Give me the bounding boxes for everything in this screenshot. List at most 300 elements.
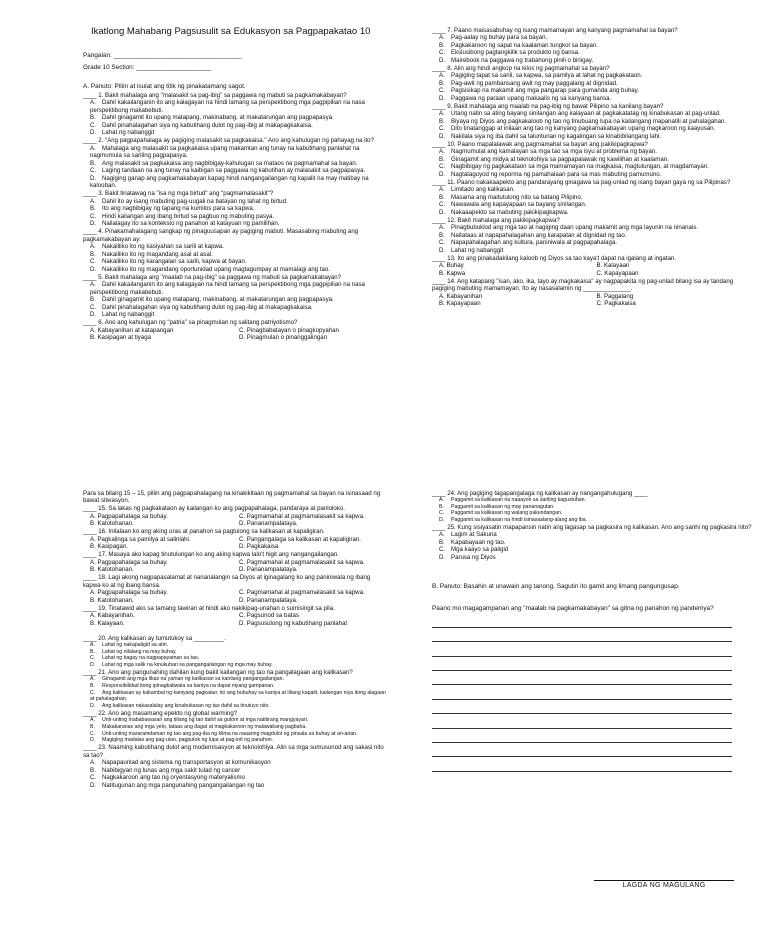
column-bottom-left (83, 489, 388, 789)
choice-text: Dahil ginagamit ito upang matapang, makinabang, at makatarungan ang pagpapasya. (102, 296, 334, 303)
answer-choice (83, 258, 388, 266)
choice-letter: A. (439, 110, 445, 117)
choice-text: Dahil kakailanganin ito ang kalagayan na hindi lamang sa perspektibong mga pagpipilian na nasa perspektibong makabebuti. (90, 99, 365, 114)
choice-letter: C. (439, 510, 445, 517)
answer-choice (432, 554, 754, 562)
choice-text: B. Kasipagan at tiyaga (90, 334, 151, 341)
spacer (83, 627, 388, 634)
answer-choice (83, 213, 388, 221)
name-field: Pangalan: ____________________________________ (83, 52, 242, 59)
choice-text: Masama ang maitutulong nito sa batang Pilipino. (451, 193, 583, 201)
answer-choice (83, 683, 388, 690)
choice-letter: A. (439, 34, 445, 41)
choice-text: Pagkakaroon ng sapat na kaalaman tungkol sa bayan. (451, 41, 599, 49)
choice-text: B. Kapwa (439, 269, 466, 277)
part-a-instruction: A. Panuto: Piliin at isulat ang titik ng pinakatamang sagot. (83, 83, 246, 90)
answer-choice (83, 198, 388, 206)
question-list-bottom-right (432, 490, 754, 562)
question-stem: ____ 14. Ang katapang "isan, ako, ika, tayo ay magkakaisa" ay nagpapakita ng pag-unlad bilang isa ay tandang pagiging mabuting mamamayan. Ito ay nasasalamin ng ______________. (432, 277, 734, 292)
choice-text: Natitugunan ang mga pangunahing pangangailangan ng tao (102, 781, 265, 789)
answer-choice (83, 205, 388, 213)
choice-letter: A. (439, 148, 445, 155)
choice-letter: C. (439, 239, 446, 246)
choice-text: Limitado ang kalikasan. (451, 186, 515, 193)
answer-line (432, 656, 732, 657)
choice-letter: A. (439, 531, 445, 539)
answer-choice (432, 531, 754, 539)
choice-letter: D. (90, 129, 97, 136)
choice-text: A. Kabayanihan at katapangan (90, 326, 174, 334)
choice-text: B. Kapayapaan (439, 300, 481, 307)
choice-text: A. Kabayanihan (439, 292, 483, 300)
answer-choice (83, 642, 388, 649)
answer-line (432, 728, 732, 729)
choice-text: C. Pagkakaisa (596, 300, 636, 307)
question-stem: ____ 21. Ano ang pangunahing dahilan kung bakit kailangan ng tao na pangalagaan ang kalikasan? (83, 668, 353, 676)
question-list-top-right (432, 27, 754, 308)
exam-title: Ikatlong Mahabang Pagsusulit sa Edukasyon sa Pagpapakatao 10 (91, 26, 371, 37)
question-stem: ____ 4. Pinakamahalagang sangkap ng pinaguusapan ay pagiging mabuti. Masasabing mabuting ang pagkamakabayan ay: (83, 228, 359, 243)
answer-choice (83, 655, 388, 662)
answer-choice (83, 281, 388, 296)
answer-choice (432, 510, 754, 517)
choice-text: D. Pagkakaisa (239, 543, 279, 550)
answer-choice (432, 239, 754, 247)
choice-text: Ang kalikasan ay kakambal ng kaniyang pagkatao; ito ang bubuhay sa kaniya at liliang kapalit, kailangan niya itong alagaan at pahalagahan. (90, 689, 386, 703)
answer-choice-row (83, 597, 388, 605)
choice-letter: B. (90, 159, 96, 167)
choice-letter: D. (90, 220, 97, 227)
choice-letter: A. (90, 717, 95, 724)
answer-choice (83, 129, 388, 137)
choice-letter: C. (90, 689, 96, 696)
choice-letter: C. (439, 125, 446, 132)
section-field: Grade 10 Section: _____________________ (83, 64, 211, 71)
choice-text: A. Buhay (439, 262, 464, 269)
choice-text: Lagim at Sakuna (451, 531, 497, 539)
answer-choice (432, 504, 754, 511)
choice-letter: D. (439, 94, 446, 102)
choice-text: Ekslusibong pagtangkilik sa produkto ng bansa. (451, 49, 580, 56)
answer-choice-row (83, 513, 388, 521)
answer-line (432, 670, 732, 671)
question-stem: ____ 23. Naaming kabutihang dulot ang modernisasyon at teknolohiya. Alin sa mga sumusunod ang sakasi nito sa tao? (83, 744, 384, 759)
choice-text: Laging tandaan na ang tunay na kaibigan sa paggawa ng kabutihan ay malasakit sa pagpapasya. (102, 167, 366, 174)
choice-text: D. Pagsusulong ng kabutihang panlahat (239, 619, 348, 627)
choice-text: Pag-awit ng pambansang awit ng may paggalang at dignidad. (451, 79, 618, 87)
choice-text: B. Kasipagan. (90, 543, 128, 550)
choice-text: C. Pagmamahal at pagmamalasakit sa kapwa. (239, 558, 365, 566)
choice-letter: B. (90, 205, 96, 212)
choice-letter: C. (90, 121, 97, 129)
choice-letter: D. (90, 661, 96, 668)
choice-letter: A. (90, 197, 96, 205)
answer-choice (83, 243, 388, 251)
answer-choice (432, 80, 754, 88)
answer-choice (83, 774, 388, 782)
answer-choice (432, 110, 754, 118)
choice-text: Nakaliliko ito ng kasiyahan sa sarili at kapwa. (102, 243, 224, 250)
answer-choice (432, 186, 754, 194)
answer-choice (432, 171, 754, 179)
choice-text: A. Kabayanihan. (90, 612, 135, 619)
question-stem: ____ 7. Paano maisasabuhay ng isang mamamayan ang kanyang pagmamahal sa bayan? (432, 26, 678, 34)
choice-text: B. Paggalang (596, 292, 634, 300)
question-stem: ____ 2. "Ang pagpapahalaga ay pagiging malasakit sa pagkakaisa." Ano ang kahulugan ng pahayag na ito? (83, 137, 374, 144)
answer-choice (83, 175, 388, 190)
choice-letter: A. (90, 676, 95, 683)
answer-line (432, 771, 732, 772)
choice-text: Nabibigyan ng lunas ang mga sakit tulad ng cancer (102, 766, 241, 774)
answer-choice (432, 95, 754, 103)
answer-choice (83, 737, 388, 744)
answer-choice (432, 194, 754, 202)
answer-choice (432, 148, 754, 156)
choice-letter: D. (439, 208, 446, 216)
question-list-bottom-left (83, 490, 388, 790)
choice-text: C. Pagsunod sa batas (239, 612, 299, 619)
choice-letter: C. (90, 655, 96, 662)
choice-text: Unti-unting mababawasan ang tiilang ng tao dahil sa gutom at mga natitirang mangyayari. (102, 717, 309, 724)
answer-choice (432, 118, 754, 126)
answer-choice-row (83, 536, 388, 544)
choice-text: Nakaliliko ito ng karangalan sa sarili, kapwa at bayan. (102, 258, 247, 265)
choice-text: C. Kapayapaan (596, 269, 639, 277)
choice-text: Nagtataguyod ng reporma ng pamahalaan para sa mas mabuting pamumuno. (451, 170, 662, 178)
choice-text: Pagsisikap na makamit ang mga pangarap para gumanda ang buhay. (451, 87, 639, 94)
column-top-right (432, 26, 754, 308)
choice-text: Dahil kakailanganin ito ang kalagayan na hindi lamang sa perspektibong mga pagpipilian na nasa perspektibong makabebuti. (90, 281, 365, 296)
answer-choice (83, 731, 388, 738)
answer-choice (432, 163, 754, 171)
choice-letter: B. (90, 296, 96, 303)
choice-text: Nawawala ang kapayapaan sa bayang sinilangan. (451, 201, 587, 208)
answer-choice-row (83, 620, 388, 628)
answer-line (432, 742, 732, 743)
choice-text: Nagiging ganap ang pagkamakabayan kapag hindi nangangailangan ng kapalit na may matibay na kalooban. (90, 174, 369, 189)
question-stem: ____ 16. Inilalaan ko ang aking oras at panahon sa pagtulong sa kalikasan at kapaligiran. (83, 528, 325, 535)
choice-text: Naitataas at napapahalagahan ang karapatan at dignidad ng tao. (451, 231, 627, 239)
answer-line (432, 756, 732, 757)
answer-choice (83, 296, 388, 304)
choice-text: Kapabayaan ng tao. (451, 538, 506, 546)
choice-text: Hindi kailangan ang ibang birtud sa pagbuo ng mabuting pasya. (102, 212, 275, 220)
choice-text: Lahat ng bagay na nagpapayaman sa tao. (102, 655, 200, 662)
choice-letter: A. (439, 224, 445, 231)
choice-text: Responsibilidad itong ipinagkatiwala sa kaniya na dapat niyang gampanan. (102, 682, 275, 689)
answer-choice-row (83, 334, 388, 342)
essay-question: Paano mo magagampanan ang "maalab na pagkamakabayan" sa gitna ng panahon ng pandemya? (432, 605, 714, 613)
choice-text: Lahat ng nabanggit (451, 246, 504, 254)
choice-letter: B. (439, 117, 445, 125)
choice-letter: C. (90, 167, 97, 174)
answer-line (432, 684, 732, 685)
answer-choice (432, 125, 754, 133)
answer-choice (83, 304, 388, 312)
question-stem: ____ 5. Bakit mahalaga ang "maalab na pag-ibig" sa paggawa ng mabuti sa pagkamakabayan? (83, 273, 342, 281)
column-top-left (83, 26, 388, 342)
choice-letter: A. (90, 281, 96, 288)
answer-choice (83, 145, 388, 160)
choice-text: Nagbibigay ng pagkakataon sa mga mamamayan na magkaisa, magtulungan, at magdamayan. (451, 163, 709, 170)
choice-letter: A. (90, 642, 95, 648)
answer-choice (83, 767, 388, 775)
answer-choice (432, 546, 754, 554)
choice-text: Dahil pinahalagahan siya ng kabutihang dulot ng pag-ibig at makapagkakaisa. (102, 121, 313, 129)
choice-text: A. Pagpapahalaga sa buhay. (90, 589, 168, 596)
choice-letter: D. (90, 311, 97, 318)
choice-letter: B. (90, 723, 95, 730)
answer-line (432, 627, 732, 628)
answer-choice (432, 232, 754, 240)
choice-letter: D. (90, 737, 96, 744)
answer-choice (432, 87, 754, 95)
answer-choice-row (432, 262, 754, 270)
choice-text: Nakilala siya ng iba dahil sa taluntunan ng kagalingan sa kinabibilangang lahi. (451, 132, 662, 140)
answer-line (432, 641, 732, 642)
choice-letter: D. (439, 246, 446, 254)
choice-text: Nagkakaroon ang tao ng oryentasyong materyalismo (102, 774, 245, 782)
choice-letter: D. (439, 553, 446, 561)
choice-letter: A. (439, 186, 445, 193)
choice-letter: B. (90, 682, 95, 689)
answer-line (432, 713, 732, 714)
question-stem: ____ 3. Bakit tinatawag na "isa ng mga birtud" ang "pagmamalasakit"? (83, 190, 274, 197)
choice-text: C. Pangangalaga sa kalikasan at kapaligiran. (239, 535, 361, 543)
choice-letter: C. (439, 546, 446, 554)
choice-text: B. Katotohanan. (90, 520, 134, 527)
answer-choice-row (83, 327, 388, 335)
answer-choice (432, 201, 754, 209)
choice-text: Dahil ito ay isang mabuting pag-uugali na batayan ng lahat ng birtud. (102, 197, 288, 205)
answer-choice-row (432, 293, 754, 301)
choice-letter: C. (90, 303, 97, 311)
question-stem: ____ 13. Ito ang pinakadakilang kaloob ng Diyos sa tao kaya't dapat na igalang at ingatan. (432, 254, 677, 262)
choice-letter: D. (439, 132, 446, 140)
choice-text: C. Pagmamahal at pagmamalasakit sa kapwa. (239, 512, 365, 520)
choice-text: B. Katotohanan. (90, 596, 134, 604)
answer-choice (432, 34, 754, 42)
choice-text: Magiging madalas ang pag-ulan, pagputok ng lupa at pag-init ng panahon. (102, 737, 274, 744)
choice-letter: B. (90, 648, 95, 655)
choice-text: Mairebook na paggawa ng trabahong pinili o binigay. (451, 56, 594, 64)
choice-letter: C. (439, 201, 446, 208)
choice-text: Mahalaga ang malasakit sa pagkakaisa upang makamtan ang tunay na kabutihang panlahat na nagmumula sa sariling pagpapasya. (90, 144, 360, 159)
choice-text: B. Kalayaan (596, 262, 630, 269)
answer-line (432, 699, 732, 700)
question-stem: ____ 8. Alin ang hindi angkop na kilos ng pagmamahal sa bayan? (432, 64, 610, 72)
choice-text: Lahat ng nakapaligid sa atin. (102, 642, 169, 648)
choice-letter: B. (90, 114, 96, 121)
choice-text: Napapahalagahan ang kultura, paniniwala at pagpapahalaga. (451, 239, 618, 246)
choice-text: Pinagbubuklod ang mga tao at nagiging daan upang makamit ang mga layunin na ninanais. (451, 224, 698, 231)
choice-text: Paggamit sa kalikasan na hindi isinasaalang-alang ang iba. (451, 516, 588, 523)
choice-text: Dahil pinahalagahan siya ng kabutihang dulot ng pag-ibig at makapagkakaisa. (102, 303, 313, 311)
choice-text: Paggamit sa kalikasan na naaayon sa sariling kagustuhan. (451, 497, 586, 503)
choice-letter: C. (439, 49, 446, 56)
choice-text: Nailalagay ito sa konteksto ng panahon at katayuan ng pamilihan. (102, 220, 280, 227)
choice-text: Mga kaayo sa paligid (451, 546, 509, 554)
question-stem: ____ 11. Paano nakakaapekto ang pandarayang ginagawa sa pag-unlad ng isang bayan gaya ng sa Pilipinas? (432, 178, 731, 186)
choice-letter: D. (439, 516, 445, 523)
answer-choice (83, 676, 388, 683)
choice-letter: B. (439, 79, 445, 87)
choice-text: Napapaunlad ang sistema ng transportasyon at komunikasyon (102, 759, 271, 767)
choice-text: Makakaranas ang mga yelo, tataas ang dagat at magkakaroon ng malawakang pagbaha. (102, 723, 307, 730)
parent-signature-label: LAGDA NG MAGULANG (594, 880, 734, 889)
essay-answer-lines (432, 627, 754, 772)
choice-letter: A. (90, 99, 96, 106)
choice-text: Lahat ng mga salik na kinukuhan sa pangangailangan ng mga may buhay. (102, 661, 273, 668)
choice-letter: C. (439, 163, 446, 170)
choice-text: Paggamit sa kalikasan ng walang pakundangan. (451, 510, 563, 517)
choice-text: D. Pananampalataya. (239, 566, 298, 573)
answer-choice (83, 662, 388, 669)
choice-letter: D. (90, 174, 97, 182)
choice-letter: C. (439, 87, 446, 94)
choice-letter: D. (90, 702, 96, 709)
answer-choice (432, 247, 754, 255)
column-bottom-right (432, 489, 754, 772)
answer-choice (83, 114, 388, 122)
answer-choice (83, 649, 388, 656)
question-stem: ____ 1. Bakit mahalaga ang "malasakit sa pag-ibig" sa paggawa ng mabuti sa pagkamakabayan? (83, 91, 347, 99)
question-stem: ____ 12. Bakit mahalaga ang pakikipagkapwa? (432, 216, 560, 224)
choice-letter: C. (90, 212, 97, 220)
answer-choice (432, 224, 754, 232)
choice-text: D. Pananampalataya. (239, 596, 298, 604)
choice-letter: B. (439, 503, 444, 510)
choice-letter: A. (439, 72, 445, 79)
question-stem: ____ 22. Ano ang masamang epekto ng global warming? (83, 709, 238, 717)
choice-text: A. Pagpapahalaga sa buhay. (90, 558, 168, 566)
choice-text: D. Pinagmulan o pinanggalingan (239, 334, 328, 341)
answer-choice (83, 160, 388, 168)
answer-choice (83, 782, 388, 790)
choice-letter: B. (439, 193, 445, 201)
question-list-top-left (83, 92, 388, 342)
choice-text: D. Pananampalataya. (239, 520, 298, 527)
answer-choice (432, 209, 754, 217)
choice-letter: B. (90, 766, 96, 774)
answer-choice-row (83, 559, 388, 567)
question-stem: ____ 19. Tinatawid ako sa tamang tawiran at hindi ako nakikipag-unahan o sumisingit sa pila. (83, 604, 335, 612)
choice-text: Ginagamit ang mga likas na yaman ng kalikasan sa kanilang pangangailangan. (102, 676, 284, 683)
answer-choice (83, 717, 388, 724)
answer-choice (83, 167, 388, 175)
answer-choice (83, 122, 388, 130)
question-stem: ____ 17. Masaya ako kapag tinutulungan ko ang aking kapwa lalo't higit ang nangangailangan. (83, 551, 339, 558)
answer-choice (432, 49, 754, 57)
choice-letter: A. (90, 243, 96, 250)
choice-letter: B. (439, 538, 445, 546)
choice-text: A. Pagpapahalaga sa buhay. (90, 512, 168, 520)
answer-choice-row (432, 300, 754, 308)
question-stem: ____ 24. Ang pagiging tagapangalaga ng kalikasan ay nangangahulugang ____ (432, 489, 648, 497)
choice-letter: B. (439, 231, 445, 239)
answer-choice (432, 72, 754, 80)
choice-text: C. Pinagbabatayan o pinagkopyahan (239, 326, 339, 334)
choice-letter: A. (439, 497, 444, 503)
choice-text: Unti-unting mararamdaman ng tao ang pag-iba ng klima na naaaring magdulot ng pinsala sa buhay at ari-arian. (102, 730, 358, 737)
choice-text: Dahil ginagamit ito upang matapang, makinabang, at makatarungan ang pagpapasya. (102, 114, 334, 121)
question-stem: ____ 15. Sa lakas ng pagkakataon ay kailangan ko ang pagpapahalaga, pandaraya at panloloko. (83, 505, 345, 512)
answer-choice (83, 724, 388, 731)
answer-choice-row (432, 270, 754, 278)
choice-letter: D. (90, 265, 97, 273)
answer-choice (432, 133, 754, 141)
answer-choice (83, 266, 388, 274)
choice-letter: A. (90, 144, 96, 152)
answer-choice (83, 703, 388, 710)
answer-choice (432, 156, 754, 164)
question-stem: ____ 25. Kung sisiyasatin mapapansin natin ang lagasap sa pagkasira ng kalikasan. Ano ang sanhi ng pagkasira nito? (432, 523, 752, 531)
answer-choice (432, 517, 754, 524)
choice-text: C. Pagmamahal at pagmamalasakit sa kapwa. (239, 589, 365, 596)
choice-text: Lahat ng nabanggit (102, 311, 155, 318)
choice-text: Nakaliliko ito ng magandang oportunidad upang magtagumpay at mamalagi ang tao. (102, 265, 330, 273)
choice-text: Biyaya ng Diyos ang pagkakaloob ng tao ng tinubuang lupa na kailangang mapanatili at pahalagahan. (451, 117, 727, 125)
choice-text: Nakaliliko ito ng magandang asal at asal. (102, 250, 213, 258)
question-stem: Para sa bilang 15 – 15, piliin ang pagpapahalagang na kinakikitaan ng pagmamahal sa bayan na isinasaad ng bawat sitwasyon. (83, 489, 381, 504)
answer-choice-row (83, 612, 388, 620)
choice-text: Paggamit sa kalikasan ng may pananagutan. (451, 503, 555, 510)
question-stem: ____ 10. Paano mapalalawak ang pagmamahal sa bayan ang pakikipagkapwa? (432, 140, 648, 148)
answer-choice (83, 99, 388, 114)
choice-letter: B. (439, 155, 445, 163)
choice-letter: D. (90, 781, 97, 789)
choice-text: Ang kalikasan nakasalalay ang kinabukasan ng tao dahil sa tinutuyo nito. (102, 702, 270, 709)
question-stem: ____ 18. Lagi akong nagpapasalamat at nananalangin sa Diyos at iginagalang ko ang paniniwala ng ibang kapwa ko at ng ibang bansa. (83, 574, 371, 589)
choice-text: Utang natin sa ating bayang sinilangan ang kalayaan at pagkakatatag ng kinabukasan at pag-unlad. (451, 110, 721, 117)
choice-text: Lahat ng nilalang na may buhay. (102, 648, 177, 655)
choice-letter: A. (90, 759, 96, 767)
choice-text: Pagiging tapat sa sarili, sa kapwa, sa pamilya at lahat ng pagkakataon. (451, 72, 643, 79)
answer-choice (432, 497, 754, 504)
choice-text: Nagmumulat ang kamalayan sa mga tao sa mga isyu at problema ng bayan. (451, 148, 657, 155)
answer-choice (83, 251, 388, 259)
choice-text: B. Katotohanan. (90, 566, 134, 573)
choice-letter: C. (90, 774, 97, 782)
choice-text: Ang malasakit sa pagkakaisa ang nagbibigay-kahulugan sa mataos na pagmamahal sa bayan. (102, 159, 358, 167)
choice-text: Dito tinatanggap at inilaan ang tao ng kanyang pagkamakabayan upang magkaroon ng kaayusan. (451, 125, 716, 132)
choice-letter: C. (90, 258, 97, 265)
question-stem: ____ 20. Ang kalikasan ay tumutukoy sa _________. (83, 634, 226, 642)
answer-choice-row (83, 566, 388, 574)
choice-text: Ginagamit ang midya at teknolohiya sa pagpapalawak ng kawilihan at kaalaman. (451, 155, 669, 163)
answer-choice (83, 311, 388, 319)
choice-text: Ito ang nagbibigay ng tapang na kumilos para sa kapwa. (102, 205, 255, 212)
choice-text: Parusa ng Diyos (451, 553, 496, 561)
choice-letter: B. (439, 41, 445, 49)
question-stem: ____ 6. Ano ang kahulugan ng "patria" sa pinagmulan ng salitang patriyotismo? (83, 319, 298, 326)
answer-choice-row (83, 589, 388, 597)
answer-choice (83, 759, 388, 767)
choice-text: B. Kalayaan. (90, 619, 125, 627)
answer-choice (83, 220, 388, 228)
choice-text: Lahat ng nabanggit (102, 129, 155, 136)
answer-choice (432, 57, 754, 65)
choice-letter: D. (439, 170, 446, 178)
choice-text: Pag-aalay ng buhay para sa bayan. (451, 34, 548, 41)
choice-letter: D. (439, 56, 446, 64)
choice-text: Nakaaapekto sa mabuting pakikipagkapwa. (451, 208, 569, 216)
part-b-instruction: B. Panuto: Basahin at unawain ang tanong. Sagutin ito gamit ang limang pangungusap. (432, 583, 680, 591)
choice-text: A. Pagkalinga sa pamilya at salinlahi. (90, 535, 191, 543)
answer-choice-row (83, 520, 388, 528)
choice-letter: C. (90, 730, 96, 737)
answer-choice-row (83, 543, 388, 551)
